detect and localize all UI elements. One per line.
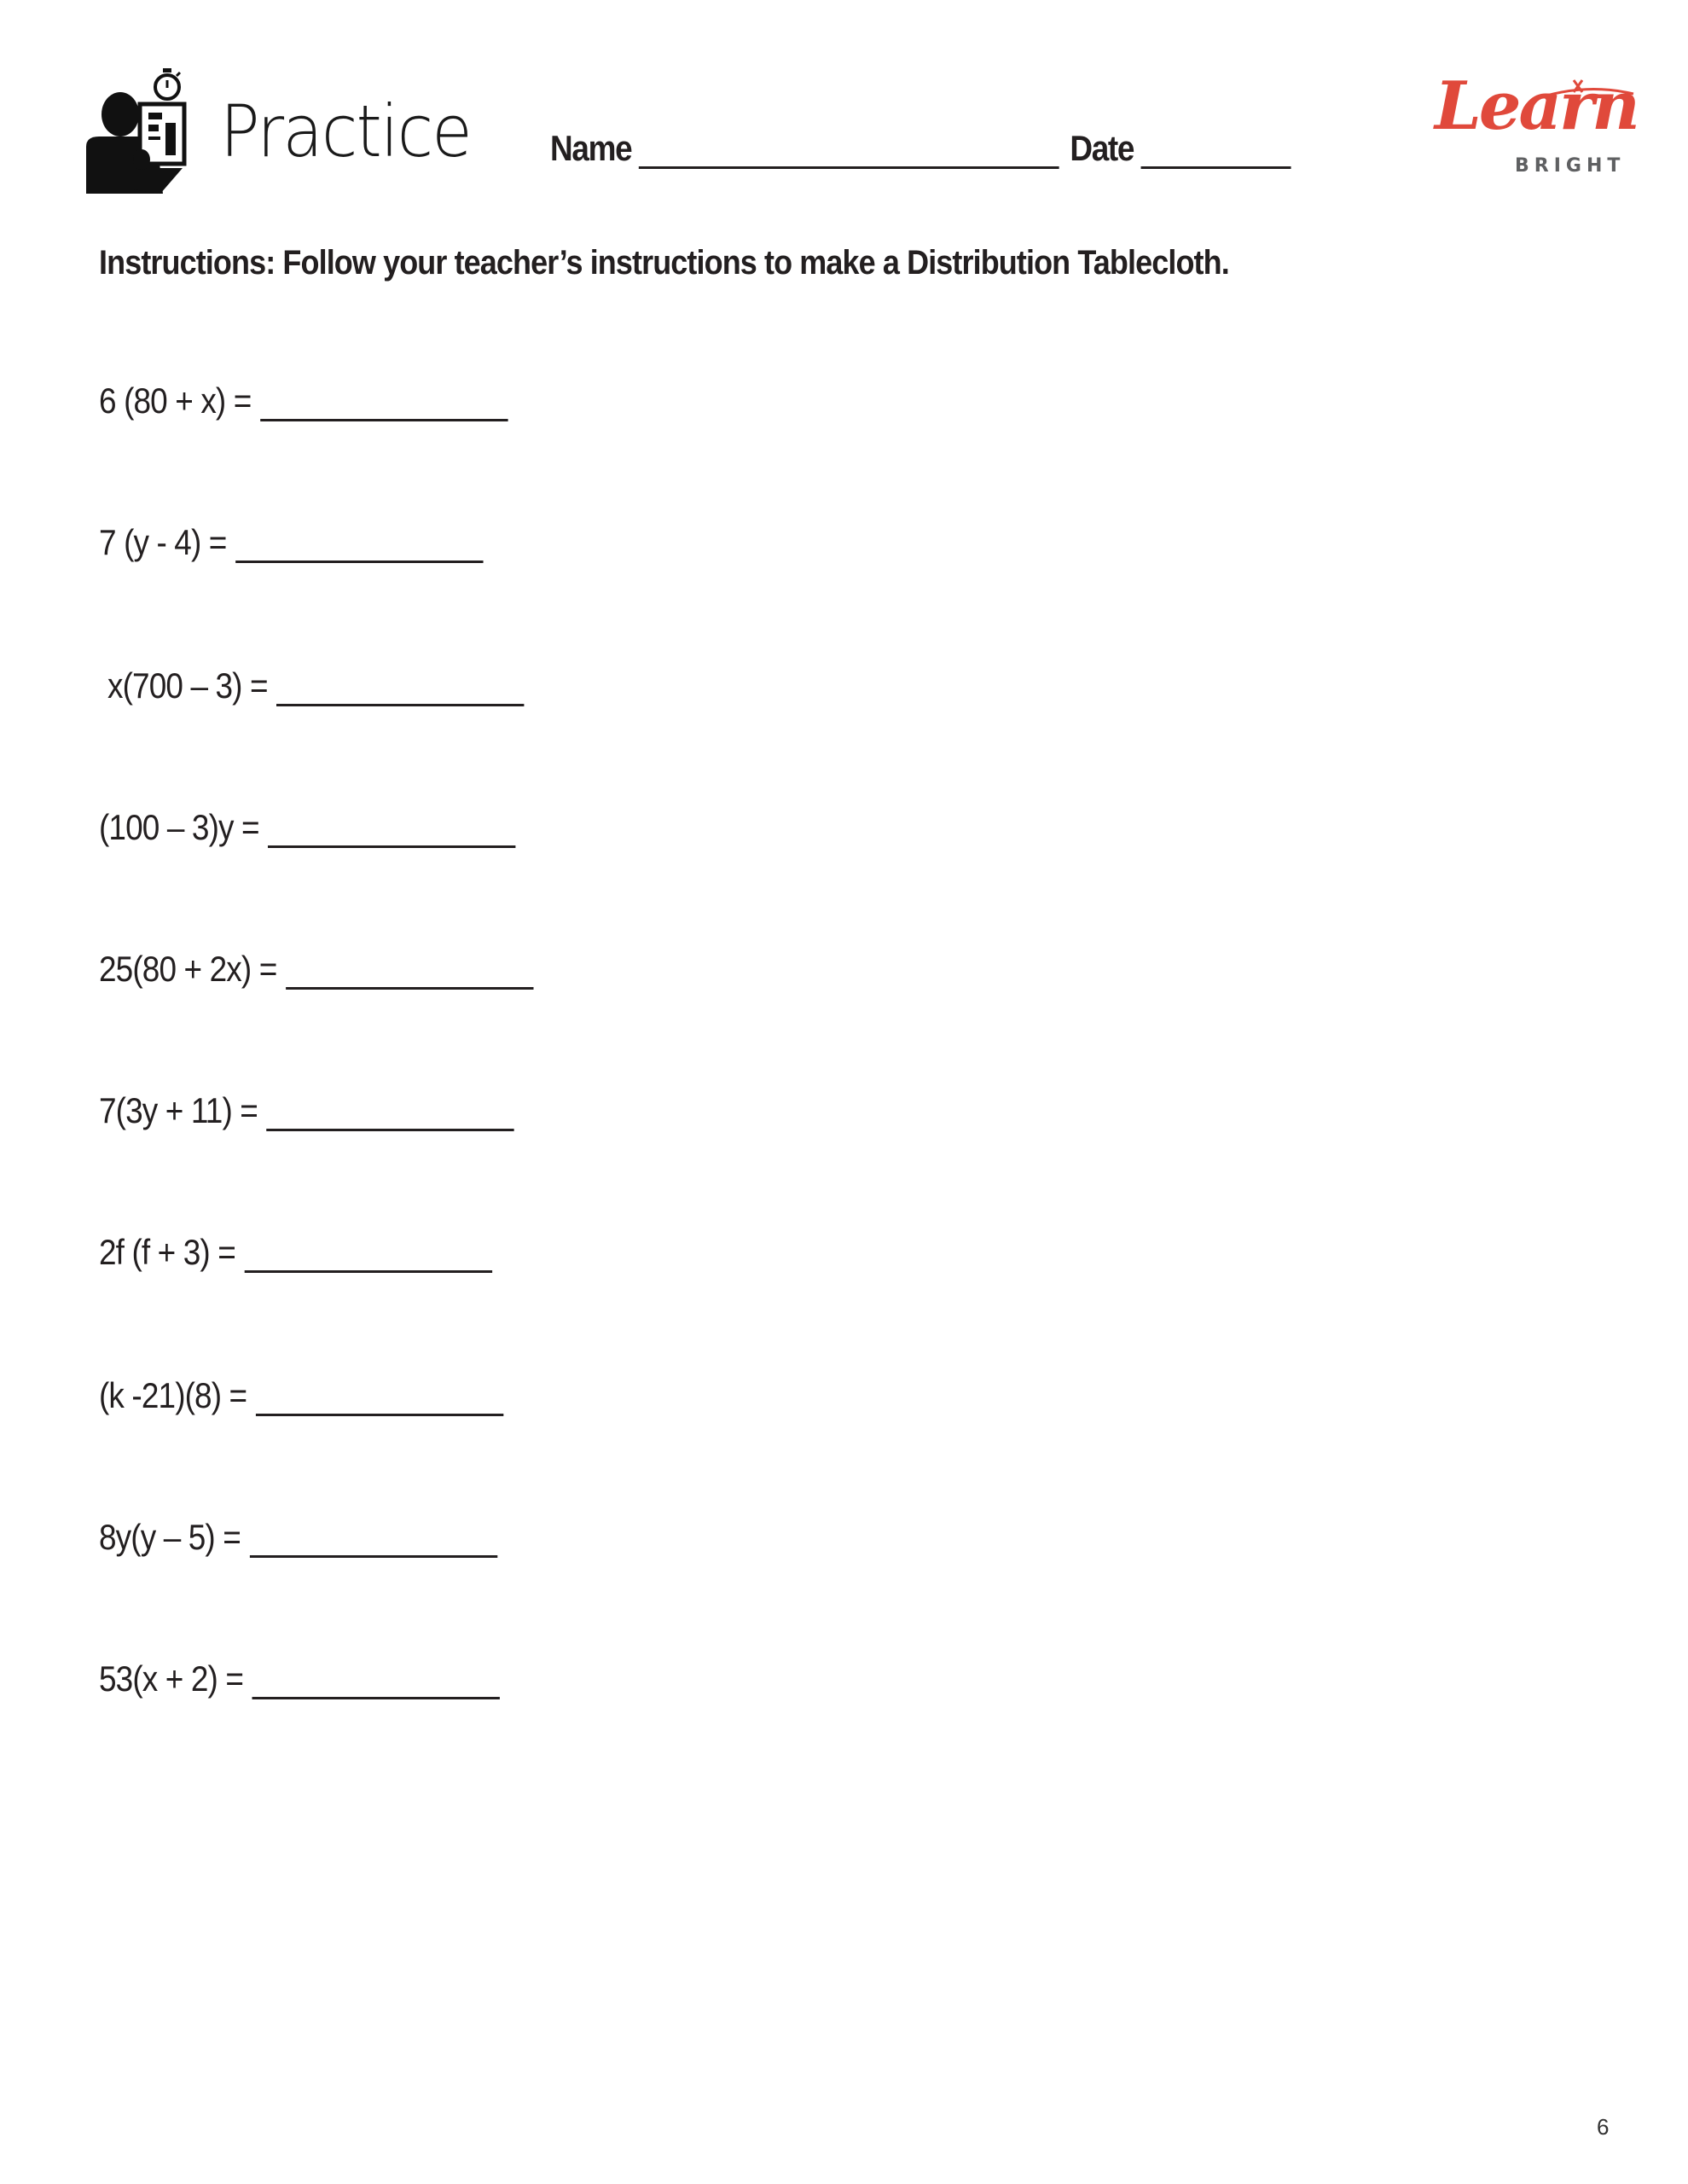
date-label: Date — [1070, 128, 1134, 168]
logo-sub-text: BRIGHT — [1515, 155, 1626, 177]
problem-item — [99, 1658, 500, 1699]
instructions-text: Instructions: Follow your teacher’s instructions to make a Distribution Tablecloth. — [99, 244, 1229, 282]
name-input-line[interactable] — [639, 136, 1059, 169]
problem-item — [99, 1232, 492, 1273]
answer-line[interactable] — [235, 531, 483, 563]
problem-expression: x(700 – 3) = — [107, 665, 268, 706]
name-label: Name — [550, 128, 632, 168]
person-with-clipboard-and-stopwatch-icon — [82, 61, 193, 194]
problem-expression: 7 (y - 4) = — [99, 522, 227, 562]
problem-item — [107, 665, 525, 706]
problem-expression: (k -21)(8) = — [99, 1375, 247, 1415]
problem-expression: (100 – 3)y = — [99, 807, 259, 847]
problem-item — [99, 1375, 503, 1416]
answer-line[interactable] — [250, 1526, 497, 1558]
problem-expression: 53(x + 2) = — [99, 1658, 244, 1699]
logo-script-text: Learn — [1435, 67, 1638, 145]
answer-line[interactable] — [245, 1241, 492, 1273]
problem-expression: 6 (80 + x) = — [99, 380, 252, 421]
problem-item — [99, 380, 508, 421]
problem-expression: 7(3y + 11) = — [99, 1090, 258, 1130]
section-title: Practice — [220, 90, 471, 173]
problem-item — [99, 1090, 514, 1131]
date-input-line[interactable] — [1141, 136, 1291, 169]
answer-line[interactable] — [286, 958, 533, 990]
problem-item — [99, 807, 516, 848]
problem-item — [99, 522, 483, 563]
problem-item — [99, 1517, 497, 1558]
answer-line[interactable] — [252, 1668, 500, 1699]
name-date-fields — [550, 128, 1302, 169]
answer-line[interactable] — [276, 675, 524, 706]
problem-expression: 25(80 + 2x) = — [99, 949, 277, 989]
answer-line[interactable] — [267, 1100, 514, 1131]
answer-line[interactable] — [256, 1385, 503, 1416]
learn-bright-logo — [1433, 67, 1638, 183]
problem-expression: 8y(y – 5) = — [99, 1517, 241, 1557]
problem-item — [99, 949, 533, 990]
answer-line[interactable] — [268, 816, 515, 848]
answer-line[interactable] — [260, 390, 508, 421]
page-number: 6 — [1597, 2114, 1610, 2140]
problem-expression: 2f (f + 3) = — [99, 1232, 235, 1272]
